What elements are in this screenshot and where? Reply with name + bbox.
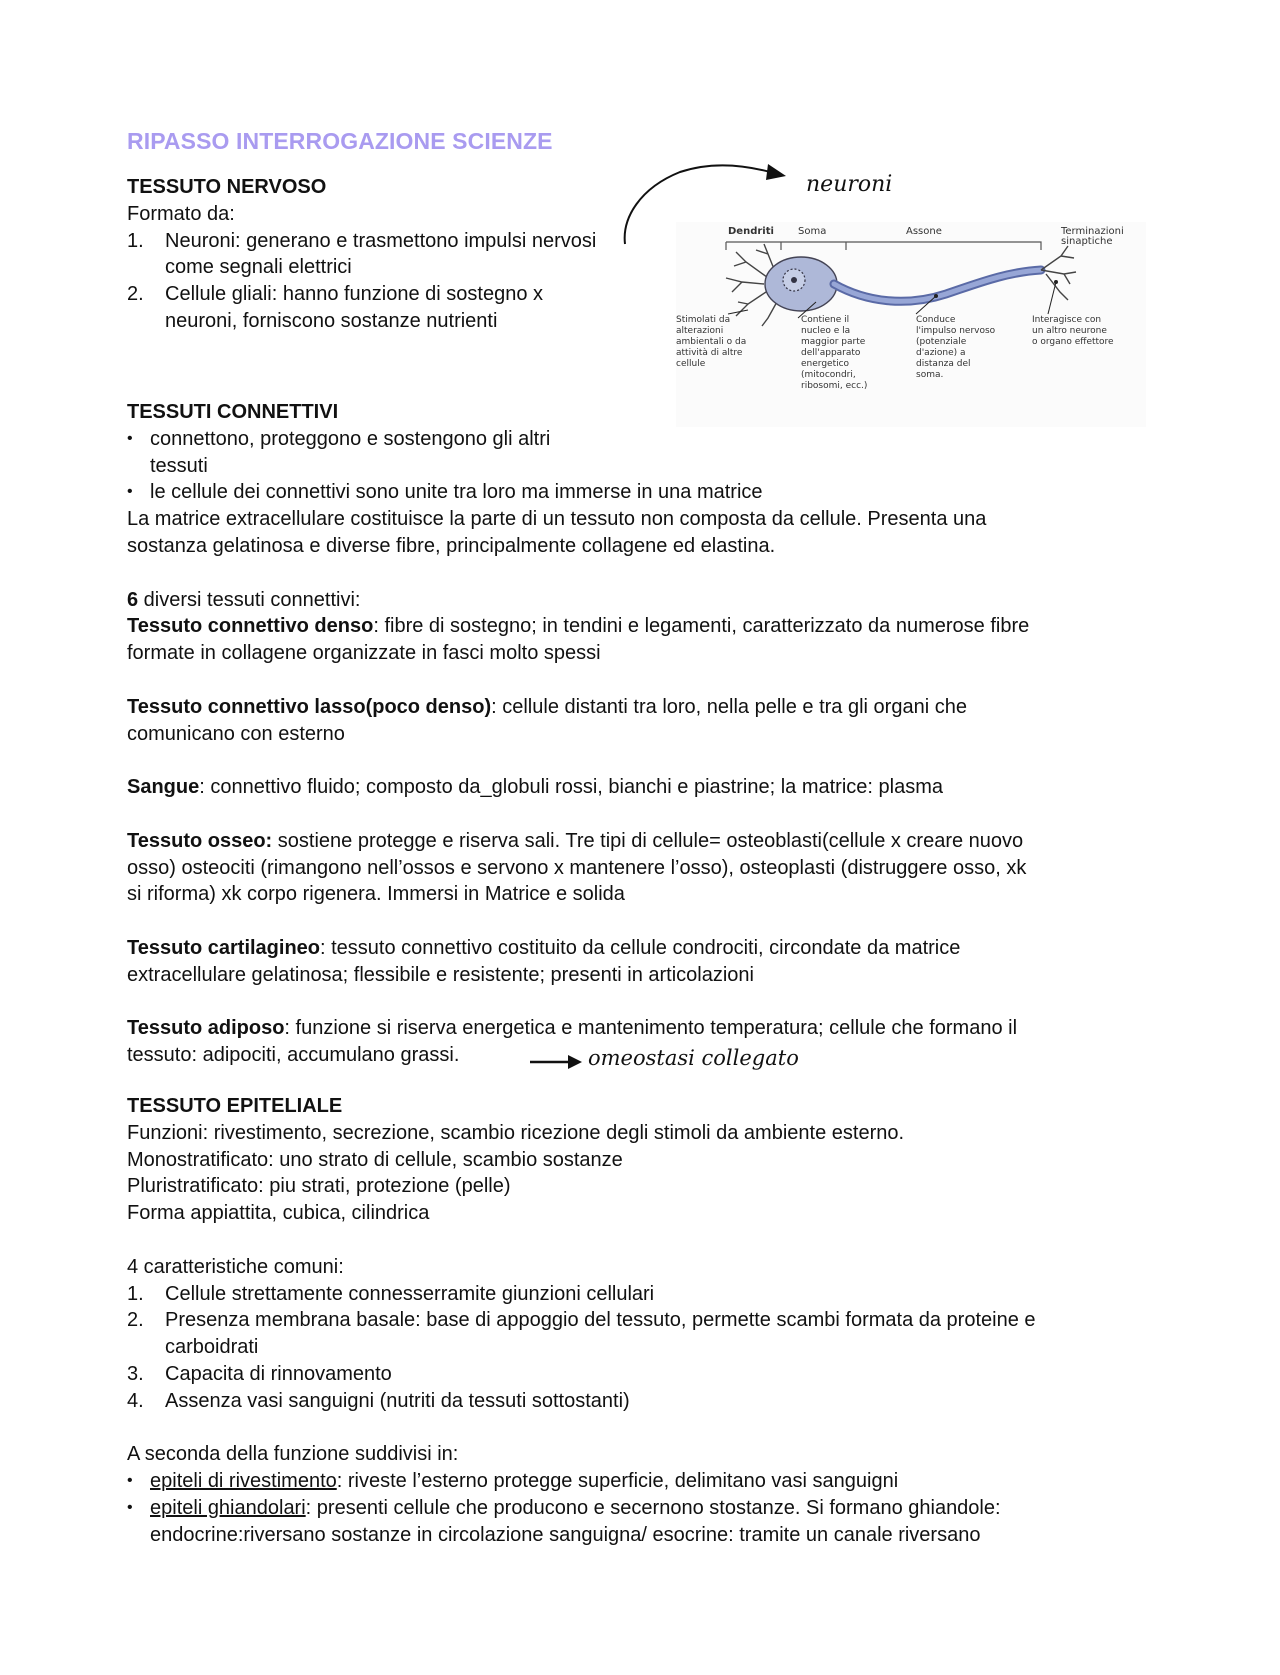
list-item: • epiteli di rivestimento: riveste l’esterno protegge superficie, delimitano vasi sanguigni (127, 1470, 899, 1493)
neuron-diagram (676, 222, 1146, 427)
list-item: 1. Cellule strettamente connesserramite giunzioni cellulari (127, 1282, 655, 1305)
list-item: 3. Capacita di rinnovamento (127, 1362, 392, 1385)
list-item: 2. Cellule gliali: hanno funzione di sostegno x neuroni, forniscono sostanze nutrienti (127, 283, 544, 332)
svg-text:soma.: soma. (916, 370, 944, 380)
list-item: 2. Presenza membrana basale: base di appoggio del tessuto, permette scambi formata da proteine e carboidrati (127, 1309, 1036, 1359)
section-nervoso (127, 174, 647, 335)
svg-text:nucleo e la: nucleo e la (801, 326, 851, 336)
svg-text:maggior parte: maggior parte (801, 337, 866, 347)
tissue-type: Tessuto adiposo: funzione si riserva energetica e mantenimento temperatura; cellule che formano il tessuto: adipociti, accumulano grassi. (127, 1017, 1018, 1067)
svg-text:Stimolati da: Stimolati da (676, 315, 731, 325)
neuron-list (127, 228, 647, 335)
section-heading: TESSUTO NERVOSO (127, 176, 327, 198)
tissue-type: Tessuto cartilagineo: tessuto connettivo costituito da cellule condrociti, circondate da matrice extracellulare gelatinosa; flessibile e resistente; presenti in articolazioni (127, 936, 961, 986)
list-item: • epiteli ghiandolari: presenti cellule che producono e secernono stostanze. Si formano ghiandole: endocrine:riversano sostanze in circolazione sanguigna/ esocrine: tramite un canale riversano (127, 1496, 1001, 1546)
matrice-paragraph: La matrice extracellulare costituisce la parte di un tessuto non composta da cellule. Presenta una sostanza gelatinosa e diverse fibre, principalmente collagene ed elastina. (127, 508, 987, 557)
svg-text:Contiene il: Contiene il (801, 315, 850, 325)
list-item: 4. Assenza vasi sanguigni (nutriti da tessuti sottostanti) (127, 1389, 630, 1412)
svg-text:un altro neurone: un altro neurone (1032, 326, 1107, 336)
list-item: 1. Neuroni: generano e trasmettono impulsi nervosi come segnali elettrici (127, 229, 597, 279)
section-heading: TESSUTO EPITELIALE (127, 1095, 343, 1117)
tissue-type: Tessuto osseo: sostiene protegge e riserva sali. Tre tipi di cellule= osteoblasti(cellule x creare nuovo osso) osteociti (rimangono nell’ossos e servono x mantenere l’osso), osteoplasti (distruggere osso, xk si riforma) xk corpo rigenera. Immersi in Matrice e solida (127, 829, 1027, 906)
svg-text:l'impulso nervoso: l'impulso nervoso (916, 326, 996, 336)
connettivi-bullets (127, 426, 1187, 506)
tissue-type: Sangue: connettivo fluido; composto da_globuli rossi, bianchi e piastrine; la matrice: plasma (127, 776, 943, 799)
count-line: 6 diversi tessuti connettivi: (127, 588, 361, 611)
label-soma: Soma (798, 226, 827, 237)
section-heading: TESSUTI CONNETTIVI (127, 401, 339, 423)
label-sinaptiche: sinaptiche (1061, 236, 1113, 247)
svg-text:o organo effettore: o organo effettore (1032, 337, 1114, 347)
svg-text:dell'apparato: dell'apparato (801, 348, 861, 358)
svg-text:Conduce: Conduce (916, 315, 956, 325)
svg-text:ribosomi, ecc.): ribosomi, ecc.) (801, 381, 868, 391)
intro-text: Formato da: (127, 202, 235, 225)
caratteristiche-list (127, 1281, 1187, 1415)
tissue-type: Tessuto connettivo denso: fibre di sostegno; in tendini e legamenti, caratterizzato da numerose fibre formate in collagene organizzate in fasci molto spessi (127, 615, 1030, 665)
svg-text:energetico: energetico (801, 359, 850, 369)
svg-text:(mitocondri,: (mitocondri, (801, 370, 856, 380)
svg-text:ambientali o da: ambientali o da (676, 337, 747, 347)
svg-text:cellule: cellule (676, 359, 706, 369)
label-assone: Assone (906, 226, 942, 237)
list-item: • le cellule dei connettivi sono unite tra loro ma immerse in una matrice (127, 481, 763, 504)
svg-text:distanza del: distanza del (916, 359, 971, 369)
annotation-arrow-2 (528, 1052, 584, 1072)
list-item: • connettono, proteggono e sostengono gli altri tessuti (127, 427, 551, 477)
funzione-list (127, 1468, 1187, 1548)
tissue-type: Tessuto connettivo lasso(poco denso): cellule distanti tra loro, nella pelle e tra gli organi che comunicano con esterno (127, 695, 967, 745)
handwritten-note-neuroni: neuroni (806, 172, 893, 197)
section-connettivi (127, 399, 1187, 1069)
svg-text:(potenziale: (potenziale (916, 337, 967, 347)
svg-text:alterazioni: alterazioni (676, 326, 724, 336)
svg-text:attività di altre: attività di altre (676, 348, 743, 358)
svg-text:Interagisce con: Interagisce con (1032, 315, 1102, 325)
label-terminazioni: Terminazioni (1061, 226, 1124, 237)
label-dendriti: Dendriti (728, 226, 774, 237)
handwritten-note-omeostasi: omeostasi collegato (588, 1046, 799, 1070)
section-epiteliale: TESSUTO EPITELIALE Funzioni: rivestimento, secrezione, scambio ricezione degli stimoli da ambiente esterno. Monostratificato: uno strato di cellule, scambio sostanze Pluristratificato: piu strati, protezione (pelle) Forma appiattita, cubica, cilindrica 4 caratteristiche comuni: 1. Cellule strettamente connesserramite giunzioni cellulari 2. Presenza membrana basale: base di appoggio del tessuto, permette scambi formata da proteine e carboidrati 3. Capacita di rinnovamento 4. Assenza vasi sanguigni (nutriti da tessuti sottostanti) A seconda della funzione suddivisi in: • epiteli di rivestimento: riveste l’esterno protegge superficie, delimitano vasi sanguigni • epiteli ghiandolari: presenti cellule che producono e secernono stostanze. Si formano ghiandole: endocrine:riversano sostanze in circolazione sanguigna/ esocrine: tramite un canale riversano (127, 1093, 1187, 1549)
page-title: RIPASSO INTERROGAZIONE SCIENZE (127, 128, 553, 154)
svg-text:d'azione) a: d'azione) a (916, 348, 966, 358)
